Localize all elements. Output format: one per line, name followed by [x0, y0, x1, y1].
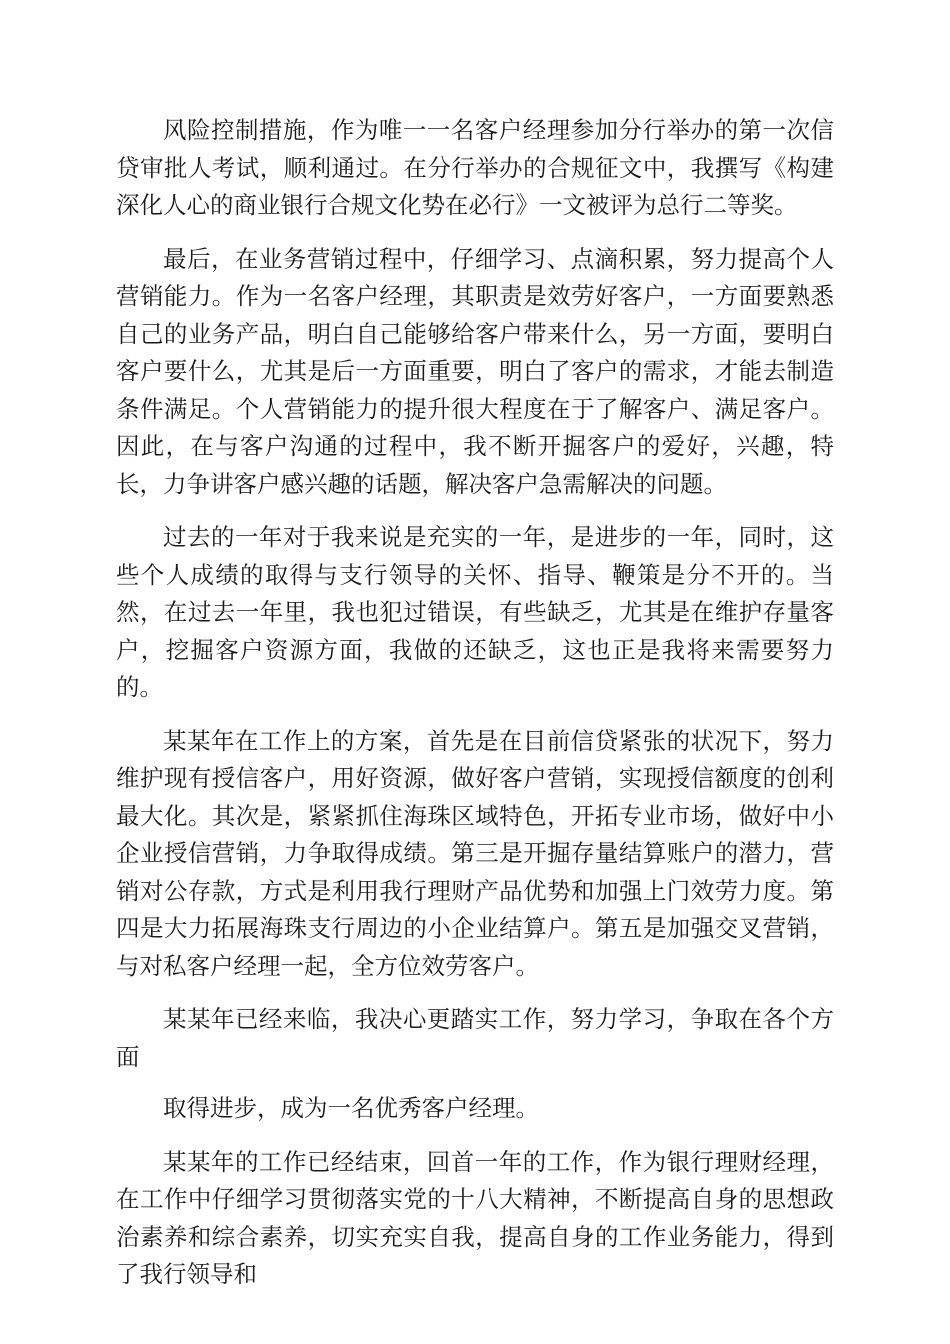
paragraph-progress: 取得进步，成为一名优秀客户经理。: [163, 1094, 539, 1122]
paragraph-resolve: 某某年已经来临，我决心更踏实工作，努力学习，争取在各个方面: [116, 1005, 834, 1071]
paragraph-marketing: 最后，在业务营销过程中，仔细学习、点滴积累，努力提高个人营销能力。作为一名客户经理，其职责是效劳好客户，一方面要熟悉自己的业务产品，明白自己能够给客户带来什么，另一方面，要明白客户要什么，尤其是后一方面重要，明白了客户的需求，才能去制造条件满足。个人营销能力的提升很大程度在于了解客户、满足客户。因此，在与客户沟通的过程中，我不断开掘客户的爱好，兴趣，特长，力争讲客户感兴趣的话题，解决客户急需解决的问题。: [116, 244, 834, 498]
paragraph-past-year: 过去的一年对于我来说是充实的一年，是进步的一年，同时，这些个人成绩的取得与支行领导的关怀、指导、鞭策是分不开的。当然，在过去一年里，我也犯过错误，有些缺乏，尤其是在维护存量客户，挖掘客户资源方面，我做的还缺乏，这也正是我将来需要努力的。: [116, 523, 834, 701]
paragraph-plan: 某某年在工作上的方案，首先是在目前信贷紧张的状况下，努力维护现有授信客户，用好资源，做好客户营销，实现授信额度的创利最大化。其次是，紧紧抓住海珠区域特色，开拓专业市场，做好中小企业授信营销，力争取得成绩。第三是开掘存量结算账户的潜力，营销对公存款，方式是利用我行理财产品优势和加强上门效劳力度。第四是大力拓展海珠支行周边的小企业结算户。第五是加强交叉营销，与对私客户经理一起，全方位效劳客户。: [116, 726, 834, 980]
paragraph-year-end: 某某年的工作已经结束，回首一年的工作，作为银行理财经理，在工作中仔细学习贯彻落实党的十八大精神，不断提高自身的思想政治素养和综合素养，切实充实自我，提高自身的工作业务能力，得到了我行领导和: [116, 1147, 834, 1288]
document-body: [116, 112, 834, 1310]
paragraph-risk-control: 风险控制措施，作为唯一一名客户经理参加分行举办的第一次信贷审批人考试，顺利通过。在分行举办的合规征文中，我撰写《构建深化人心的商业银行合规文化势在必行》一文被评为总行二等奖。: [116, 116, 834, 219]
